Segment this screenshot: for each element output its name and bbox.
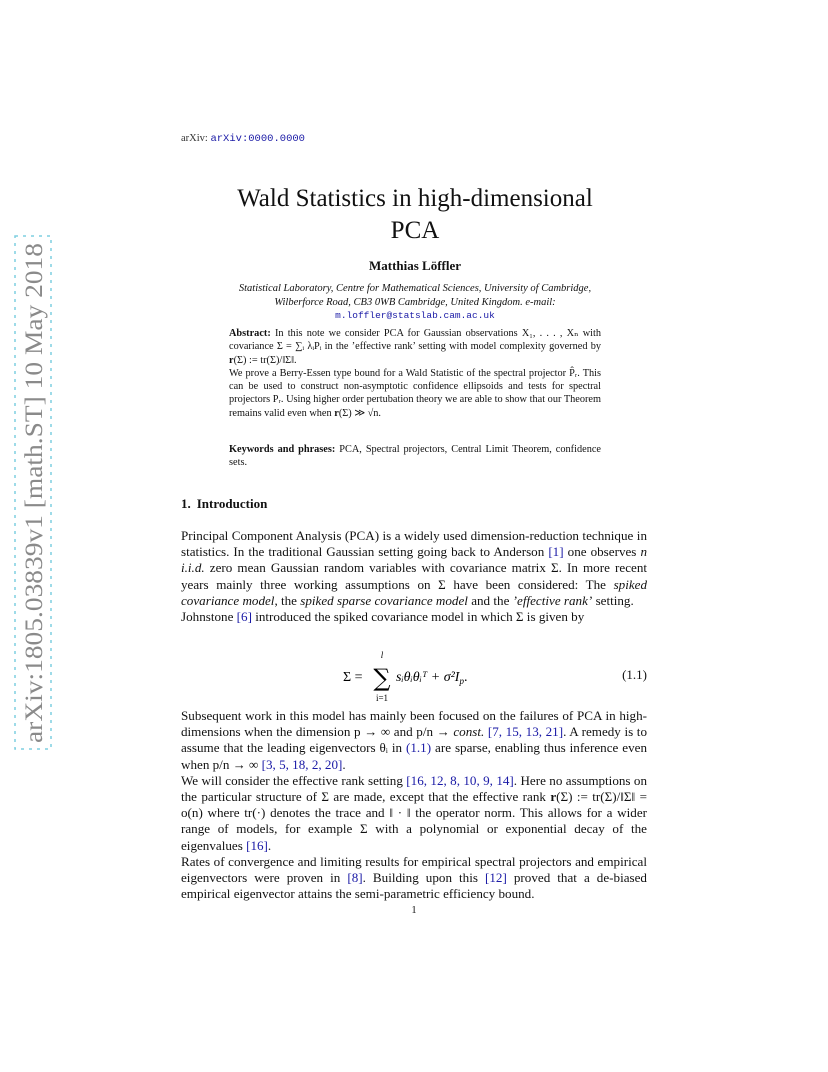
text: setting. — [595, 592, 634, 608]
citation-link[interactable]: [3, 5, 18, 2, 20] — [261, 756, 343, 772]
effective-rank-symbol: r — [550, 789, 557, 805]
text: Principal Component Analysis (PCA) is a widely used dimension-reduction technique in statistics. In the traditional Gaussian setting going back to Anderson — [181, 528, 647, 560]
affiliation-line-2: Wilberforce Road, CB3 0WB Cambridge, United Kingdom. e-mail: — [274, 296, 556, 308]
abstract — [229, 327, 601, 420]
text: are sparse, enabling thus inference even when p/n → ∞ — [181, 740, 647, 772]
email-link[interactable]: m.loffler@statslab.cam.ac.uk — [335, 310, 495, 321]
author-name: Matthias Löffler — [368, 258, 462, 273]
intro-body-part-2 — [181, 708, 647, 902]
text: and the — [471, 592, 510, 608]
abstract-text-2b: (Σ) ≫ √n. — [338, 407, 381, 419]
effective-rank-symbol: r — [229, 354, 234, 366]
keywords-text: PCA, Spectral projectors, Central Limit Theorem, confidence sets. — [229, 444, 601, 469]
arxiv-side-stamp — [14, 235, 52, 750]
abstract-label: Abstract: — [229, 328, 271, 339]
keywords — [229, 443, 601, 470]
citation-link[interactable]: [1] — [548, 544, 564, 560]
citation-link[interactable]: [6] — [236, 609, 252, 625]
section-title: Introduction — [196, 496, 268, 511]
sum-sign: ∑ — [373, 664, 391, 692]
citation-link[interactable]: [12] — [485, 870, 507, 886]
equation-label: (1.1) — [622, 667, 647, 682]
intro-paragraph-3 — [181, 708, 647, 773]
text: i.i.d. — [181, 560, 205, 576]
abstract-text-2a: We prove a Berry-Essen type bound for a Wald Statistic of the spectral projector P̂ᵣ. This can be used to construct non-asymptotic confidence ellipsoids and tests for spectral projectors Pᵣ. Using higher order pertubation theory we are able to show that our Theorem remains valid even when — [229, 367, 601, 419]
equation-lhs: Σ = — [343, 670, 363, 685]
effective-rank-symbol: r — [334, 407, 339, 419]
equation-summand: sᵢθᵢθᵢᵀ + $\sigma^2I_p$. — [396, 670, 468, 686]
text: . A remedy is to assume that the leading eigenvectors θᵢ in — [181, 724, 647, 756]
arxiv-prefix: arXiv: — [181, 133, 208, 144]
title-line-1: Wald Statistics in high-dimensional — [237, 185, 593, 212]
intro-paragraph-1 — [181, 528, 647, 609]
abstract-text-1b: (Σ) := tr(Σ)/‖Σ‖. — [233, 354, 297, 366]
title-line-2: PCA — [390, 217, 440, 244]
sum-lower-limit: i=1 — [375, 693, 389, 703]
text: Johnstone — [181, 609, 234, 625]
equation-reference-link[interactable]: (1.1) — [406, 740, 432, 756]
text: . Building upon this — [362, 870, 478, 886]
text: We will consider the effective rank setting — [181, 772, 403, 788]
text: , the — [274, 592, 297, 608]
paper-title — [170, 183, 660, 247]
text: . Here no assumptions on the particular structure of Σ are made, except that the effective rank — [181, 772, 647, 805]
abstract-text-1a: In this note we consider PCA for Gaussian observations X₁, . . . , Xₙ with covariance Σ = ∑ᵢ λᵢPᵢ in the ’effective rank’ setting with model complexity governed by — [229, 328, 602, 353]
citation-link[interactable]: [16, 12, 8, 10, 9, 14] — [406, 772, 514, 788]
keywords-label: Keywords and phrases: — [229, 444, 336, 455]
arxiv-id-link[interactable]: arXiv:0000.0000 — [210, 133, 305, 145]
sum-upper-limit: l — [380, 650, 384, 660]
abstract-paragraph-2 — [229, 367, 601, 420]
text: spiked sparse covariance model — [300, 592, 468, 608]
arxiv-side-stamp-text: arXiv:1805.03839v1 [math.ST] 10 May 2018 — [21, 287, 48, 743]
section-number: 1. — [181, 496, 191, 511]
text: . — [267, 837, 272, 853]
text: const. — [453, 724, 485, 740]
arxiv-header — [181, 133, 305, 145]
citation-link[interactable]: [7, 15, 13, 21] — [487, 724, 564, 740]
text: Rates of convergence and limiting results for empirical spectral projectors and empirical eigenvectors were proven in — [181, 853, 647, 886]
text: proved that a de-biased empirical eigenvector attains the semi-parametric efficiency bound. — [181, 870, 647, 902]
text: zero mean Gaussian random variables with covariance matrix Σ. In more recent years mainly three working assumptions on Σ have been considered: The — [181, 560, 647, 592]
intro-paragraph-5 — [181, 854, 647, 903]
text: introduced the spiked covariance model in which Σ is given by — [255, 609, 585, 625]
affiliation-line-1: Statistical Laboratory, Centre for Mathematical Sciences, University of Cambridge, — [238, 283, 592, 294]
citation-link[interactable]: [16] — [246, 837, 268, 853]
text: Subsequent work in this model has mainly been focused on the failures of PCA in high-dimensions when the dimension p → ∞ and p/n → — [181, 708, 647, 740]
text: . — [342, 756, 346, 772]
affiliation — [170, 282, 660, 323]
page-number: 1 — [411, 905, 417, 916]
text: (Σ) := tr(Σ)/‖Σ‖ = o(n) where tr(·) denotes the trace and ‖ · ‖ the operator norm. This allows for a wider range of models, for example Σ with a polynomial or exponential decay of the eigenvalues — [181, 789, 647, 853]
text: spiked covariance model — [181, 576, 648, 608]
intro-paragraph-2 — [181, 609, 647, 625]
display-equation — [181, 648, 647, 706]
citation-link[interactable]: [8] — [347, 870, 363, 886]
intro-body-part-1 — [181, 528, 647, 625]
text: n — [640, 544, 647, 560]
text: ’effective rank’ — [512, 592, 593, 608]
text: one observes — [567, 544, 637, 560]
section-heading — [181, 496, 267, 512]
intro-paragraph-4 — [181, 773, 647, 854]
abstract-paragraph-1 — [229, 327, 601, 367]
